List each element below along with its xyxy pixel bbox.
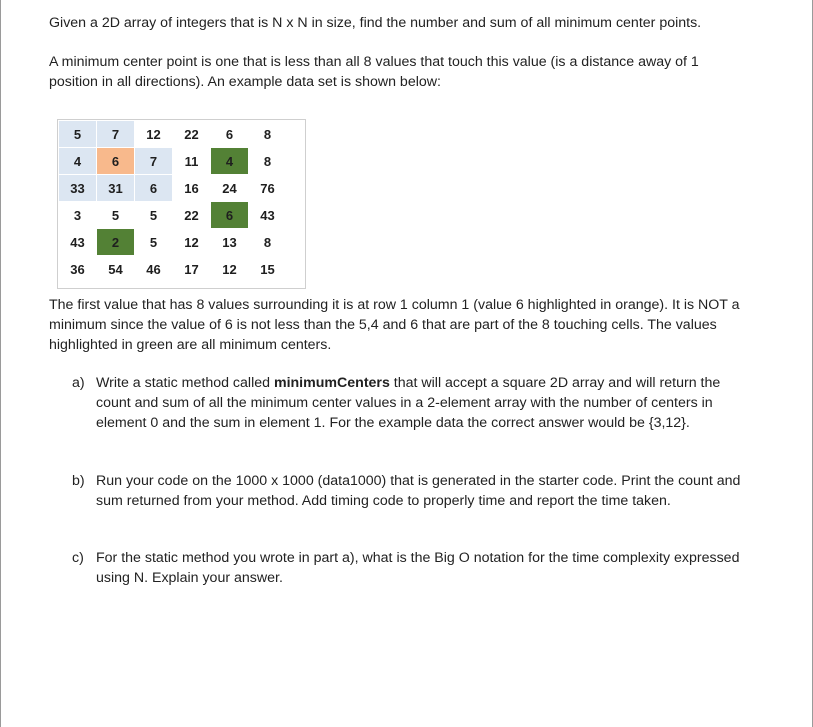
grid-cell: 7	[135, 148, 173, 175]
grid-cell: 4	[59, 148, 97, 175]
grid-cell: 5	[135, 229, 173, 256]
grid-cell: 6	[211, 121, 249, 148]
explanation-paragraph: The first value that has 8 values surrounding it is at row 1 column 1 (value 6 highlighted in orange). It is NOT a minimum since the value of 6 is not less than the 5,4 and 6 that are part of the 8 touching cells. The values highlighted in green are all minimum centers.	[49, 297, 740, 353]
grid-cell: 2	[97, 229, 135, 256]
grid-cell: 13	[211, 229, 249, 256]
grid-cell: 8	[249, 121, 287, 148]
grid-cell: 11	[173, 148, 211, 175]
grid-row	[59, 148, 287, 175]
grid-cell: 5	[97, 202, 135, 229]
question-b-text: Run your code on the 1000 x 1000 (data1000) that is generated in the starter code. Print the count and sum returned from your method. Add timing code to properly time and report the time taken.	[96, 473, 741, 509]
page-border-left	[0, 0, 1, 727]
question-a-text-end: that will accept a square 2D array and will return the count and sum of all the minimum center values in a 2-element array with the number of centers in element 0 and the sum in element 1. For the example data the correct answer would be {3,12}.	[96, 375, 721, 431]
grid-cell: 43	[249, 202, 287, 229]
grid-cell: 3	[59, 202, 97, 229]
question-b-label: b)	[72, 473, 85, 489]
grid-row	[59, 202, 287, 229]
grid-cell: 33	[59, 175, 97, 202]
grid-cell: 76	[249, 175, 287, 202]
grid-cell: 12	[211, 256, 249, 283]
grid-cell: 6	[135, 175, 173, 202]
grid-cell: 8	[249, 229, 287, 256]
grid-cell: 16	[173, 175, 211, 202]
grid-cell: 36	[59, 256, 97, 283]
grid-cell: 54	[97, 256, 135, 283]
grid-row	[59, 229, 287, 256]
grid-cell: 6	[97, 148, 135, 175]
grid-cell: 6	[211, 202, 249, 229]
grid-cell: 24	[211, 175, 249, 202]
grid-cell: 8	[249, 148, 287, 175]
method-name: minimumCenters	[273, 375, 390, 391]
grid-row	[59, 256, 287, 283]
problem-statement: Given a 2D array of integers that is N x N in size, find the number and sum of all minimum center points.	[49, 15, 702, 31]
grid-cell: 5	[135, 202, 173, 229]
grid-cell: 31	[97, 175, 135, 202]
question-c-text: For the static method you wrote in part a), what is the Big O notation for the time complexity expressed using N. Explain your answer.	[96, 550, 740, 586]
grid-cell: 12	[173, 229, 211, 256]
example-data-grid	[58, 120, 287, 283]
question-a-label: a)	[72, 375, 85, 391]
grid-cell: 15	[249, 256, 287, 283]
question-a-text	[96, 373, 746, 433]
grid-cell: 46	[135, 256, 173, 283]
definition-paragraph: A minimum center point is one that is less than all 8 values that touch this value (is a distance away of 1 position in all directions). An example data set is shown below:	[49, 54, 699, 90]
grid-row	[59, 121, 287, 148]
grid-cell: 22	[173, 202, 211, 229]
grid-cell: 22	[173, 121, 211, 148]
grid-cell: 17	[173, 256, 211, 283]
grid-cell: 7	[97, 121, 135, 148]
grid-cell: 12	[135, 121, 173, 148]
grid-cell: 5	[59, 121, 97, 148]
question-a-text-start: Write a static method called	[96, 375, 274, 391]
grid-cell: 43	[59, 229, 97, 256]
question-c-label: c)	[72, 550, 84, 566]
grid-row	[59, 175, 287, 202]
grid-cell: 4	[211, 148, 249, 175]
